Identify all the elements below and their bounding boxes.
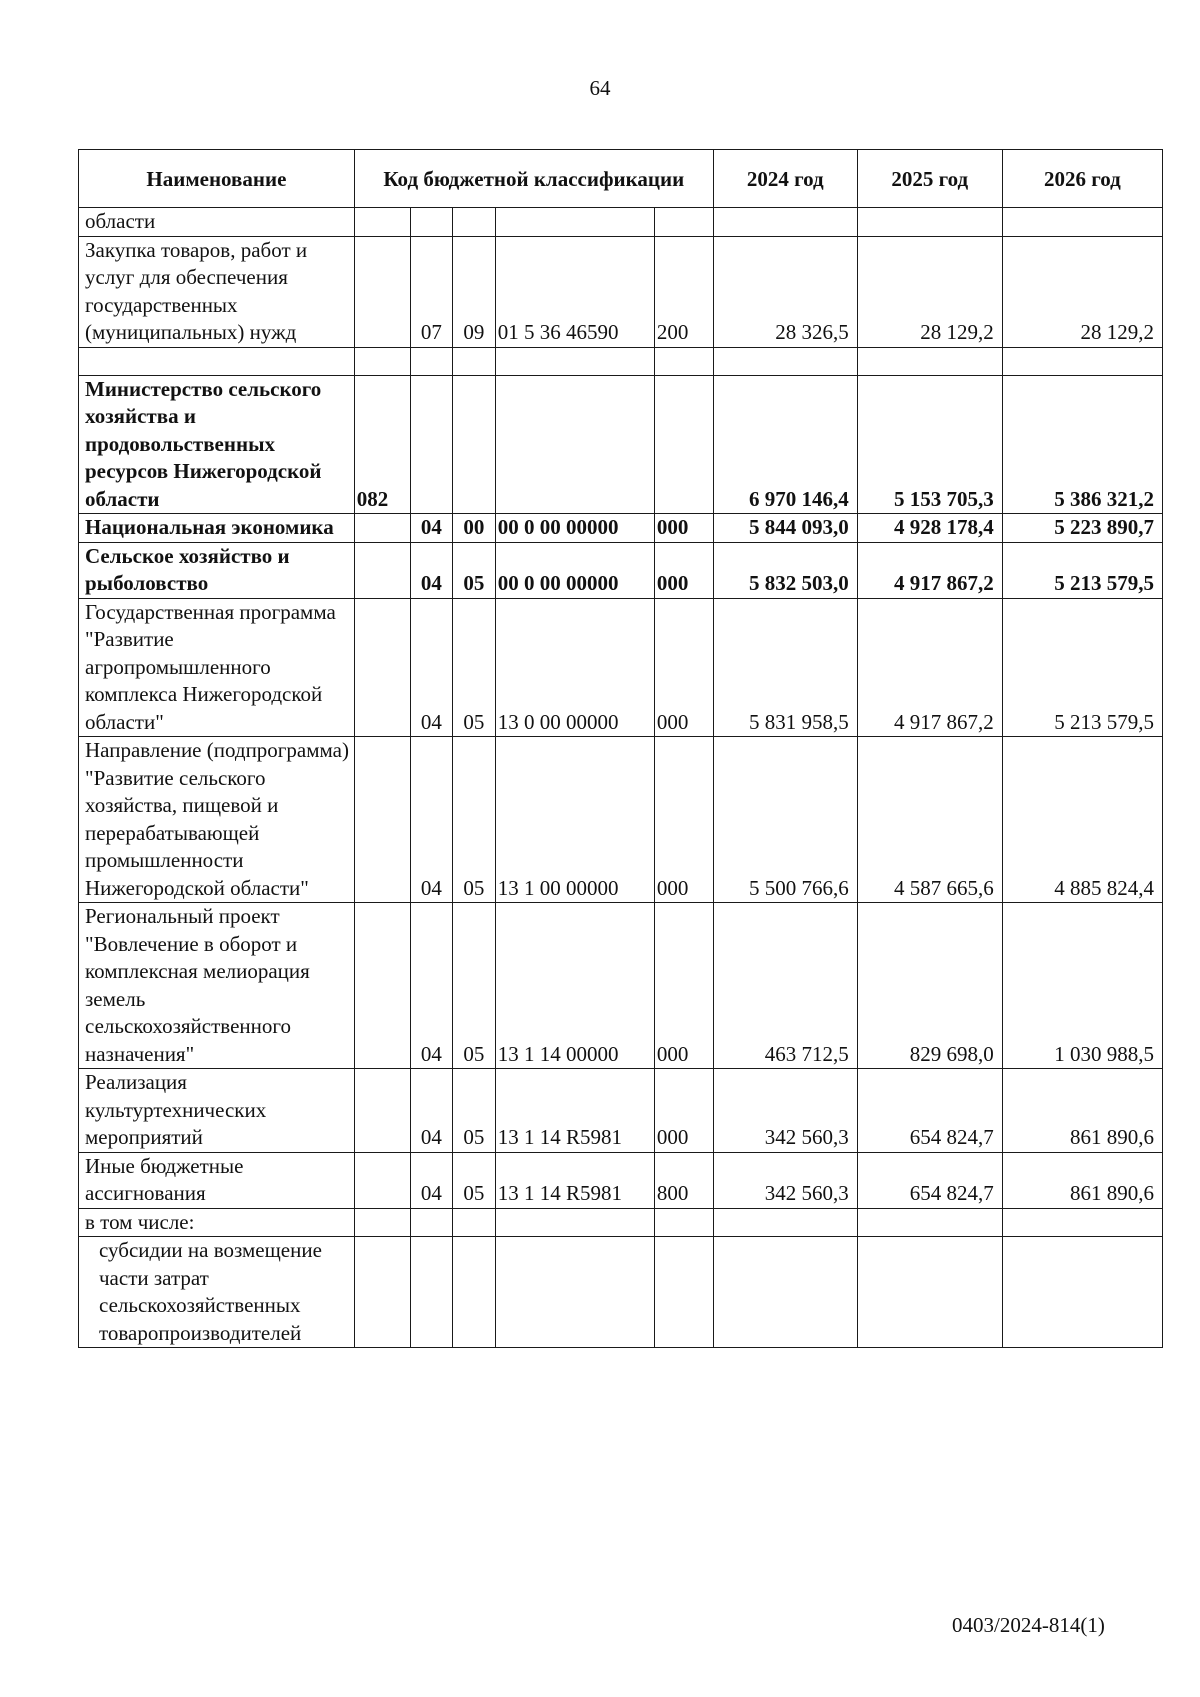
cell-gr: [354, 598, 410, 737]
cell-name: субсидии на возмещение части затрат сельскохозяйственных товаропроизводителей: [79, 1237, 355, 1348]
cell-2025: 4 928 178,4: [857, 514, 1002, 543]
cell-pr: 05: [453, 737, 496, 903]
cell-vr: 000: [654, 514, 713, 543]
header-code: Код бюджетной классификации: [354, 150, 713, 208]
cell-vr: 000: [654, 903, 713, 1069]
cell-2024: [713, 1208, 857, 1237]
cell-2025: 654 824,7: [857, 1069, 1002, 1153]
cell-csr: [495, 375, 654, 514]
cell-2026: [1002, 208, 1162, 237]
cell-2026: 4 885 824,4: [1002, 737, 1162, 903]
cell-csr: 13 1 00 00000: [495, 737, 654, 903]
cell-gr: [354, 542, 410, 598]
cell-vr: [654, 347, 713, 375]
cell-pr: 09: [453, 236, 496, 347]
cell-rz: [410, 208, 453, 237]
cell-name: в том числе:: [79, 1208, 355, 1237]
cell-vr: [654, 1237, 713, 1348]
cell-csr: 00 0 00 00000: [495, 514, 654, 543]
cell-vr: 000: [654, 1069, 713, 1153]
cell-name: Иные бюджетные ассигнования: [79, 1152, 355, 1208]
cell-2026: 861 890,6: [1002, 1152, 1162, 1208]
header-2025: 2025 год: [857, 150, 1002, 208]
cell-gr: [354, 208, 410, 237]
cell-vr: 000: [654, 737, 713, 903]
cell-gr: [354, 1237, 410, 1348]
cell-gr: [354, 1208, 410, 1237]
cell-name: Сельское хозяйство и рыболовство: [79, 542, 355, 598]
cell-vr: 000: [654, 542, 713, 598]
budget-table: [78, 149, 1163, 1348]
cell-rz: 04: [410, 514, 453, 543]
cell-2024: 5 500 766,6: [713, 737, 857, 903]
table-header-row: [79, 150, 1163, 208]
cell-name: Министерство сельского хозяйства и продовольственных ресурсов Нижегородской области: [79, 375, 355, 514]
cell-rz: 04: [410, 737, 453, 903]
cell-2024: 463 712,5: [713, 903, 857, 1069]
table-row: [79, 236, 1163, 347]
cell-2026: 5 386 321,2: [1002, 375, 1162, 514]
cell-gr: [354, 514, 410, 543]
cell-pr: [453, 1208, 496, 1237]
cell-name: Закупка товаров, работ и услуг для обеспечения государственных (муниципальных) нужд: [79, 236, 355, 347]
cell-2026: 5 223 890,7: [1002, 514, 1162, 543]
cell-csr: [495, 1208, 654, 1237]
cell-vr: 200: [654, 236, 713, 347]
cell-pr: 05: [453, 598, 496, 737]
cell-gr: 082: [354, 375, 410, 514]
cell-rz: [410, 1237, 453, 1348]
header-2026: 2026 год: [1002, 150, 1162, 208]
cell-csr: 13 1 14 R5981: [495, 1152, 654, 1208]
cell-2024: 28 326,5: [713, 236, 857, 347]
cell-gr: [354, 1152, 410, 1208]
cell-gr: [354, 236, 410, 347]
table-row: [79, 737, 1163, 903]
page-number: 64: [589, 76, 611, 100]
cell-csr: [495, 1237, 654, 1348]
cell-2025: 654 824,7: [857, 1152, 1002, 1208]
cell-2025: 4 917 867,2: [857, 542, 1002, 598]
cell-2026: 861 890,6: [1002, 1069, 1162, 1153]
table-row: [79, 1152, 1163, 1208]
table-row: [79, 598, 1163, 737]
cell-2026: [1002, 347, 1162, 375]
cell-2025: [857, 1208, 1002, 1237]
cell-name: [79, 347, 355, 375]
cell-2026: [1002, 1237, 1162, 1348]
table-row: [79, 1237, 1163, 1348]
cell-2024: [713, 208, 857, 237]
cell-2024: 6 970 146,4: [713, 375, 857, 514]
cell-rz: 04: [410, 542, 453, 598]
cell-gr: [354, 1069, 410, 1153]
cell-name: Направление (подпрограмма) "Развитие сельского хозяйства, пищевой и перерабатывающей промышленности Нижегородской области": [79, 737, 355, 903]
cell-csr: 00 0 00 00000: [495, 542, 654, 598]
cell-2026: [1002, 1208, 1162, 1237]
table-row: [79, 903, 1163, 1069]
cell-pr: 00: [453, 514, 496, 543]
cell-name: Региональный проект "Вовлечение в оборот и комплексная мелиорация земель сельскохозяйственного назначения": [79, 903, 355, 1069]
cell-rz: 04: [410, 1069, 453, 1153]
cell-2025: 4 587 665,6: [857, 737, 1002, 903]
cell-2026: 5 213 579,5: [1002, 598, 1162, 737]
cell-pr: 05: [453, 542, 496, 598]
cell-2025: [857, 1237, 1002, 1348]
cell-csr: 01 5 36 46590: [495, 236, 654, 347]
cell-pr: [453, 208, 496, 237]
table-row: [79, 375, 1163, 514]
cell-csr: 13 1 14 00000: [495, 903, 654, 1069]
cell-2025: [857, 347, 1002, 375]
cell-csr: [495, 208, 654, 237]
header-name: Наименование: [79, 150, 355, 208]
cell-2024: [713, 347, 857, 375]
cell-2024: 342 560,3: [713, 1152, 857, 1208]
cell-csr: 13 1 14 R5981: [495, 1069, 654, 1153]
cell-pr: 05: [453, 1069, 496, 1153]
cell-rz: 04: [410, 1152, 453, 1208]
cell-gr: [354, 903, 410, 1069]
cell-rz: 07: [410, 236, 453, 347]
cell-2024: 5 832 503,0: [713, 542, 857, 598]
cell-2026: 1 030 988,5: [1002, 903, 1162, 1069]
header-2024: 2024 год: [713, 150, 857, 208]
cell-rz: 04: [410, 598, 453, 737]
cell-2026: 28 129,2: [1002, 236, 1162, 347]
cell-pr: 05: [453, 1152, 496, 1208]
cell-rz: [410, 1208, 453, 1237]
cell-csr: [495, 347, 654, 375]
cell-2025: 829 698,0: [857, 903, 1002, 1069]
cell-pr: [453, 375, 496, 514]
cell-2025: 28 129,2: [857, 236, 1002, 347]
cell-2025: [857, 208, 1002, 237]
document-id: 0403/2024-814(1): [952, 1613, 1105, 1637]
cell-2024: 342 560,3: [713, 1069, 857, 1153]
cell-2024: 5 831 958,5: [713, 598, 857, 737]
table-row-empty: [79, 347, 1163, 375]
table-row: [79, 542, 1163, 598]
cell-2026: 5 213 579,5: [1002, 542, 1162, 598]
cell-csr: 13 0 00 00000: [495, 598, 654, 737]
table-row: [79, 208, 1163, 237]
cell-2024: [713, 1237, 857, 1348]
cell-vr: 000: [654, 598, 713, 737]
cell-name: Государственная программа "Развитие агропромышленного комплекса Нижегородской области": [79, 598, 355, 737]
table-row: [79, 1208, 1163, 1237]
cell-vr: [654, 208, 713, 237]
table-row: [79, 514, 1163, 543]
table-row: [79, 1069, 1163, 1153]
cell-pr: [453, 1237, 496, 1348]
cell-pr: [453, 347, 496, 375]
cell-rz: [410, 375, 453, 514]
cell-2024: 5 844 093,0: [713, 514, 857, 543]
cell-name: области: [79, 208, 355, 237]
cell-name: Национальная экономика: [79, 514, 355, 543]
cell-gr: [354, 737, 410, 903]
cell-vr: [654, 1208, 713, 1237]
cell-vr: [654, 375, 713, 514]
cell-name: Реализация культуртехнических мероприятий: [79, 1069, 355, 1153]
cell-vr: 800: [654, 1152, 713, 1208]
cell-2025: 4 917 867,2: [857, 598, 1002, 737]
cell-rz: [410, 347, 453, 375]
cell-pr: 05: [453, 903, 496, 1069]
cell-rz: 04: [410, 903, 453, 1069]
cell-2025: 5 153 705,3: [857, 375, 1002, 514]
cell-gr: [354, 347, 410, 375]
